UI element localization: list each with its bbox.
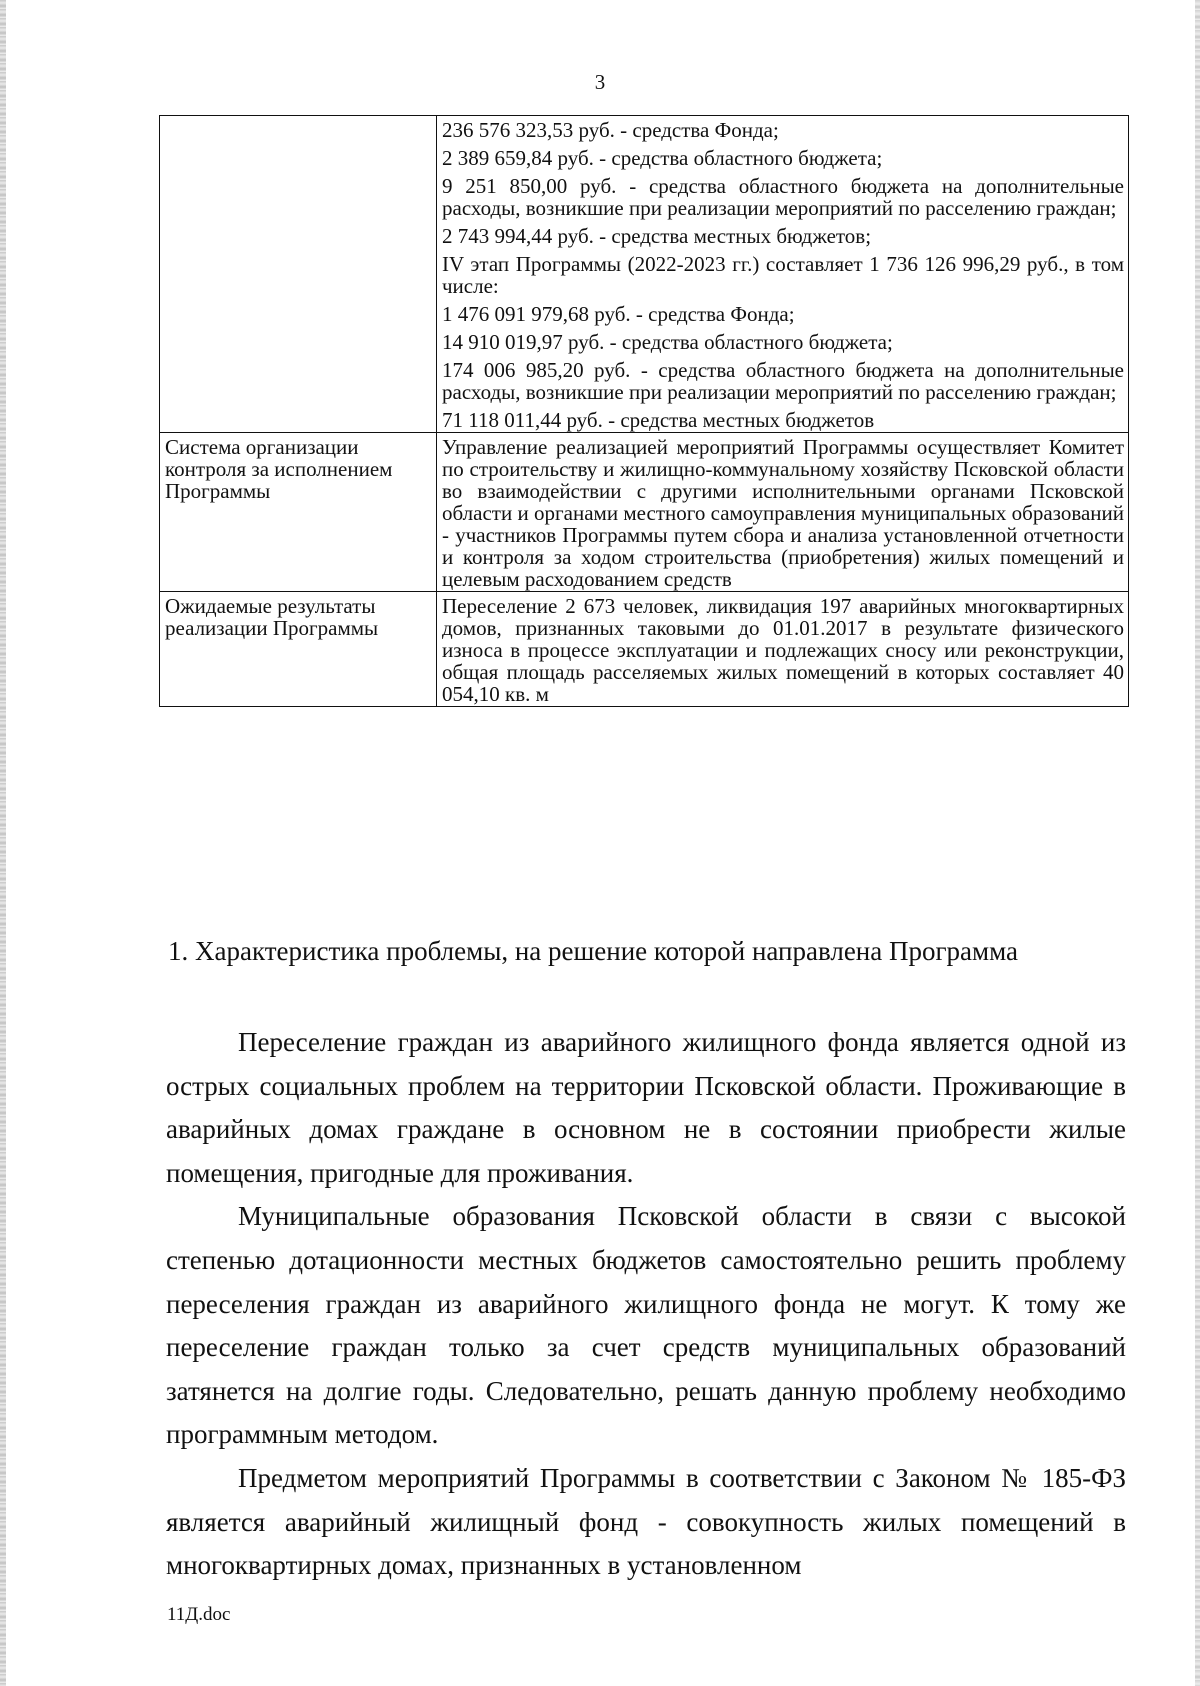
table-cell-label: Ожидаемые результаты реализации Программы: [160, 592, 437, 707]
table-cell-value: Переселение 2 673 человек, ликвидация 197 аварийных многоквартирных домов, признанных таковыми до 01.01.2017 в результате физического износа в процессе эксплуатации и подлежащих сносу или реконструкции, общая площадь расселяемых жилых помещений в которых составляет 40 054,10 кв. м: [437, 592, 1129, 707]
funding-line: 236 576 323,53 руб. - средства Фонда;: [442, 118, 779, 142]
page-number: 3: [594, 70, 606, 94]
funding-line: 2 389 659,84 руб. - средства областного бюджета;: [442, 146, 883, 170]
table-cell-value: Управление реализацией мероприятий Программы осуществляет Комитет по строительству и жилищно-коммунальному хозяйству Псковской области во взаимодействии с другими исполнительными органами Псковской области и органами местного самоуправления муниципальных образований - участников Программы путем сбора и анализа установленной отчетности и контроля за ходом строительства (приобретения) жилых помещений и целевым расходованием средств: [437, 433, 1129, 592]
funding-line: 14 910 019,97 руб. - средства областного бюджета;: [442, 330, 893, 354]
table-row: [160, 116, 1129, 433]
funding-line: 71 118 011,44 руб. - средства местных бюджетов: [442, 408, 875, 432]
table-row: [160, 433, 1129, 592]
scan-edge-left: [0, 0, 6, 1686]
table-cell-label: [160, 116, 437, 433]
funding-line: 9 251 850,00 руб. - средства областного бюджета на дополнительные расходы, возникшие при реализации мероприятий по расселению граждан;: [442, 174, 1124, 220]
funding-line: 2 743 994,44 руб. - средства местных бюджетов;: [442, 224, 872, 248]
funding-line: IV этап Программы (2022-2023 гг.) составляет 1 736 126 996,29 руб., в том числе:: [442, 252, 1124, 298]
scan-edge-right: [1195, 0, 1200, 1686]
section-heading: 1. Характеристика проблемы, на решение которой направлена Программа: [168, 936, 1019, 966]
body-text: [166, 1021, 1126, 1588]
program-passport-table: [159, 115, 1129, 707]
table-cell-label: Система организации контроля за исполнением Программы: [160, 433, 437, 592]
paragraph: Переселение граждан из аварийного жилищного фонда является одной из острых социальных проблем на территории Псковской области. Проживающие в аварийных домах граждане в основном не в состоянии приобрести жилые помещения, пригодные для проживания.: [166, 1027, 1126, 1188]
table-row: [160, 592, 1129, 707]
table-cell-value: [437, 116, 1129, 433]
footer-filename: 11Д.doc: [167, 1604, 231, 1625]
funding-line: 174 006 985,20 руб. - средства областного бюджета на дополнительные расходы, возникшие при реализации мероприятий по расселению граждан;: [442, 358, 1124, 404]
paragraph: Предметом мероприятий Программы в соответствии с Законом № 185-ФЗ является аварийный жилищный фонд - совокупность жилых помещений в многоквартирных домах, признанных в установленном: [166, 1462, 1126, 1581]
funding-line: 1 476 091 979,68 руб. - средства Фонда;: [442, 302, 795, 326]
paragraph: Муниципальные образования Псковской области в связи с высокой степенью дотационности местных бюджетов самостоятельно решить проблему переселения граждан из аварийного жилищного фонда не могут. К тому же переселение граждан только за счет средств муниципальных образований затянется на долгие годы. Следовательно, решать данную проблему необходимо программным методом.: [166, 1201, 1126, 1450]
